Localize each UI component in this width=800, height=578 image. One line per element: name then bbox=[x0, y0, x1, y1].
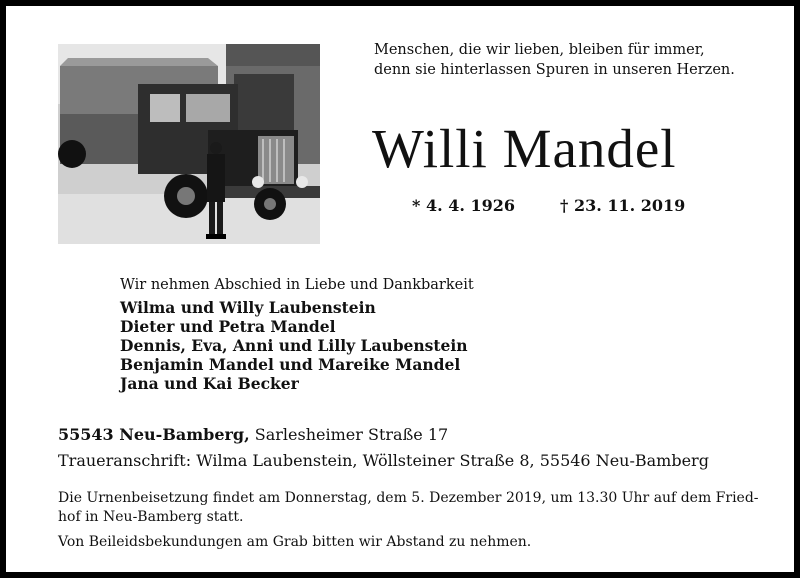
mourning-address: Traueranschrift: Wilma Laubenstein, Wöllsteiner Straße 8, 55546 Neu-Bamberg bbox=[58, 451, 709, 470]
quote-line: denn sie hinterlassen Spuren in unseren Herzen. bbox=[374, 62, 735, 78]
truck-photo bbox=[58, 44, 320, 244]
address-street: Sarlesheimer Straße 17 bbox=[254, 425, 449, 444]
condolence-note: Von Beileidsbekundungen am Grab bitten wir Abstand zu nehmen. bbox=[58, 534, 532, 550]
mourner-entry: Benjamin Mandel und Mareike Mandel bbox=[120, 355, 461, 374]
burial-info bbox=[58, 489, 759, 527]
mourner-entry: Dennis, Eva, Anni und Lilly Laubenstein bbox=[120, 336, 468, 355]
address-city: 55543 Neu-Bamberg, bbox=[58, 425, 250, 444]
vintage-truck-photo-icon bbox=[58, 44, 320, 244]
memorial-quote bbox=[374, 40, 774, 80]
mourners-list bbox=[120, 298, 468, 393]
home-address bbox=[58, 424, 448, 446]
mourner-entry: Dieter und Petra Mandel bbox=[120, 317, 336, 336]
mourner-entry: Jana und Kai Becker bbox=[120, 374, 299, 393]
quote-line: Menschen, die wir lieben, bleiben für immer, bbox=[374, 42, 705, 58]
death-date: † 23. 11. 2019 bbox=[560, 196, 686, 215]
deceased-name: Willi Mandel bbox=[372, 118, 677, 179]
burial-line: Die Urnenbeisetzung findet am Donnerstag, dem 5. Dezember 2019, um 13.30 Uhr auf dem Fried- bbox=[58, 490, 759, 506]
farewell-line: Wir nehmen Abschied in Liebe und Dankbarkeit bbox=[120, 277, 474, 293]
mourner-entry: Wilma und Willy Laubenstein bbox=[120, 298, 376, 317]
birth-date: * 4. 4. 1926 bbox=[412, 196, 516, 215]
burial-line: hof in Neu-Bamberg statt. bbox=[58, 509, 244, 525]
